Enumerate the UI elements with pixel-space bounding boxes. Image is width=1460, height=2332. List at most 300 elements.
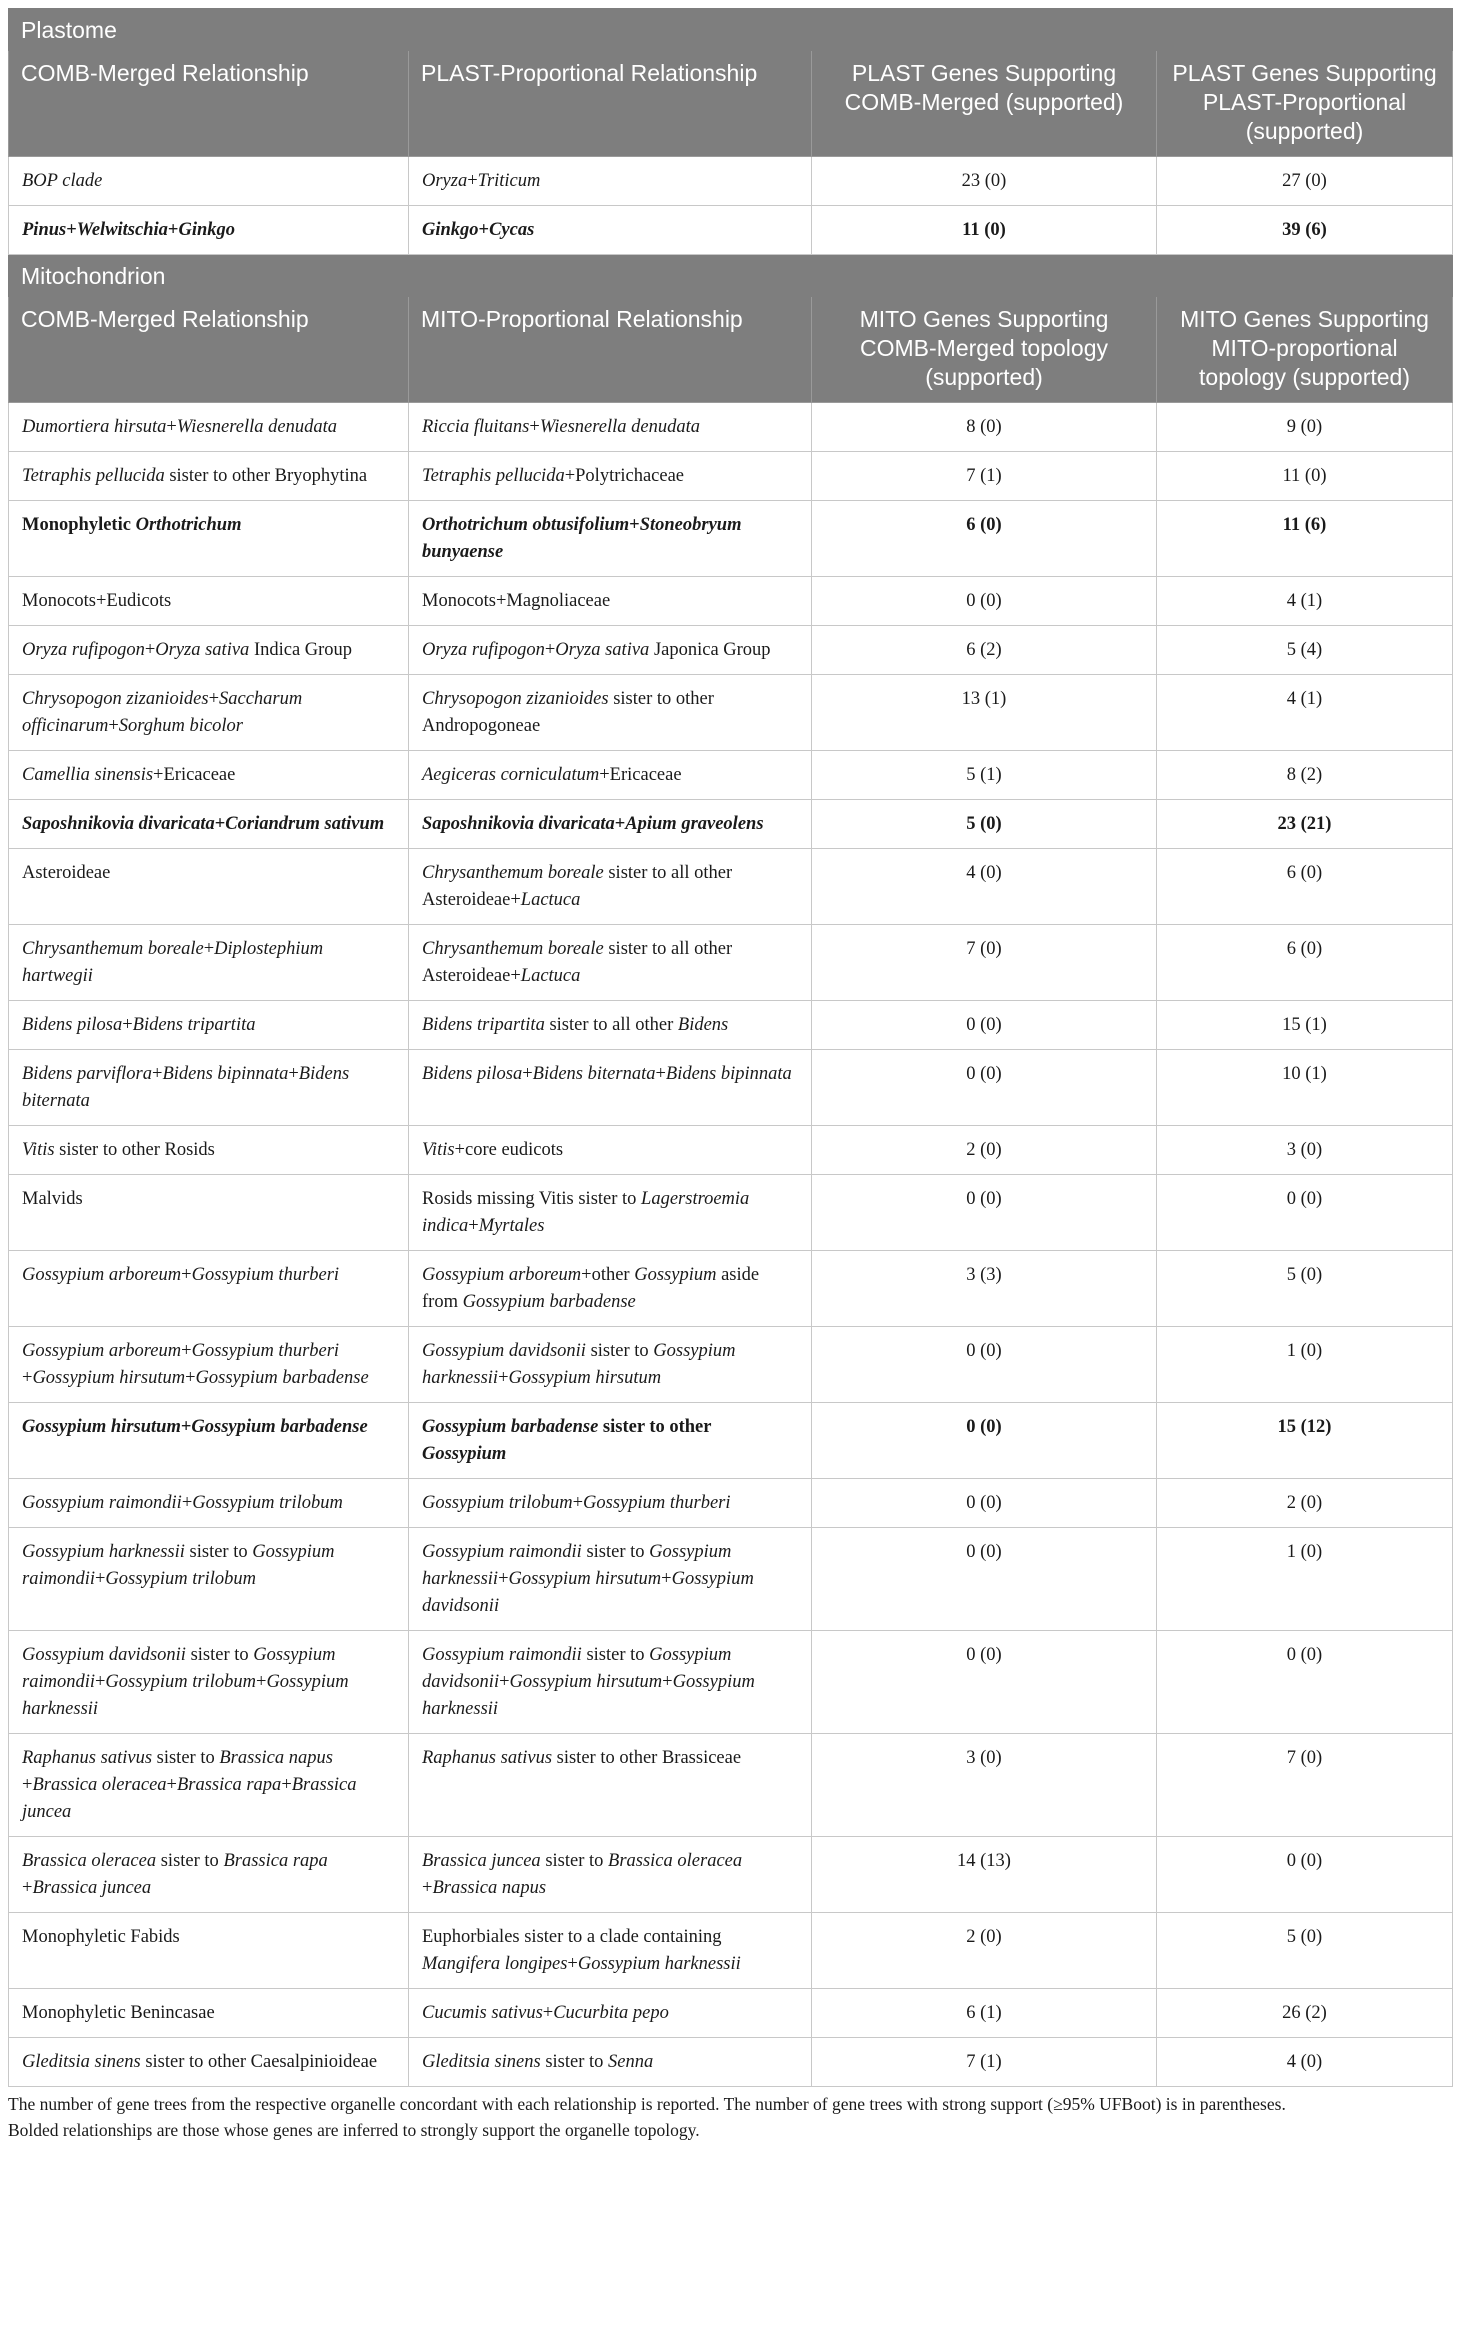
taxon-name: Tetraphis pellucida <box>22 466 165 486</box>
table-row <box>9 800 1453 849</box>
taxon-name: Brassica oleracea <box>32 1775 167 1795</box>
taxon-name: Saccharum officinarum <box>22 689 303 736</box>
genes-supporting-proportional: 8 (2) <box>1157 751 1453 800</box>
table-row <box>9 1631 1453 1734</box>
taxon-name: Bidens pilosa <box>422 1064 523 1084</box>
proportional-relationship <box>409 1989 812 2038</box>
proportional-relationship <box>409 925 812 1001</box>
genes-supporting-proportional: 39 (6) <box>1157 206 1453 255</box>
taxon-name: Gossypium arboreum <box>22 1265 182 1285</box>
relationship-text: + <box>152 1064 163 1084</box>
taxon-name: Gossypium harknessii <box>422 1672 755 1719</box>
taxon-name: Bidens pilosa <box>22 1015 123 1035</box>
comb-merged-relationship <box>9 1989 409 2038</box>
taxon-name: Gossypium arboreum <box>22 1341 182 1361</box>
taxon-name: Senna <box>608 2052 654 2072</box>
taxon-name: Triticum <box>477 171 541 191</box>
relationship-text: sister to <box>540 2052 609 2072</box>
taxon-name: Gossypium barbadense <box>195 1368 369 1388</box>
table-row <box>9 1403 1453 1479</box>
genes-supporting-comb: 8 (0) <box>812 403 1157 452</box>
genes-supporting-comb: 3 (0) <box>812 1734 1157 1837</box>
proportional-relationship <box>409 1913 812 1989</box>
relationship-text: + <box>214 814 226 834</box>
relationship-text: + <box>655 1064 666 1084</box>
relationship-text: + <box>567 1954 578 1974</box>
relationship-text: + <box>542 2003 554 2023</box>
genes-supporting-comb: 14 (13) <box>812 1837 1157 1913</box>
taxon-name: Brassica rapa <box>223 1851 328 1871</box>
taxon-name: Gossypium davidsonii <box>22 1645 186 1665</box>
comb-merged-relationship <box>9 1050 409 1126</box>
taxon-name: Bidens bipinnata <box>665 1064 792 1084</box>
table-row <box>9 1126 1453 1175</box>
relationship-text: sister to <box>540 1851 609 1871</box>
taxon-name: Gossypium hirsutum <box>508 1368 662 1388</box>
mitochondrion-header-row <box>9 297 1453 403</box>
header-mito-proportional: MITO-Proportional Relationship <box>409 297 812 403</box>
taxon-name: Coriandrum sativum <box>225 814 385 834</box>
taxon-name: Bidens biternata <box>22 1064 350 1111</box>
genes-supporting-proportional: 4 (1) <box>1157 675 1453 751</box>
relationship-text: sister to other Brassiceae <box>552 1748 742 1768</box>
relationship-text: +Ericaceae <box>599 765 682 785</box>
taxon-name: Oryza sativa <box>555 640 650 660</box>
proportional-relationship <box>409 206 812 255</box>
genes-supporting-proportional: 5 (0) <box>1157 1251 1453 1327</box>
taxon-name: Brassica juncea <box>32 1878 152 1898</box>
table-row <box>9 1913 1453 1989</box>
taxon-name: Bidens biternata <box>532 1064 656 1084</box>
taxon-name: Sorghum bicolor <box>118 716 243 736</box>
genes-supporting-proportional: 6 (0) <box>1157 925 1453 1001</box>
taxon-name: Gossypium arboreum <box>422 1265 582 1285</box>
taxon-name: Raphanus sativus <box>22 1748 153 1768</box>
relationship-text: sister to <box>585 1341 654 1361</box>
taxon-name: Lactuca <box>520 966 581 986</box>
table-row <box>9 751 1453 800</box>
table-row <box>9 849 1453 925</box>
taxon-name: BOP clade <box>22 171 103 191</box>
taxon-name: Brassica napus <box>432 1878 547 1898</box>
taxon-name: Oryza <box>422 171 468 191</box>
taxon-name: Gossypium davidsonii <box>422 1645 732 1692</box>
relationship-text: + <box>629 515 640 535</box>
relationship-text: + <box>208 689 219 709</box>
proportional-relationship <box>409 577 812 626</box>
comb-merged-relationship <box>9 1403 409 1479</box>
genes-supporting-comb: 7 (0) <box>812 925 1157 1001</box>
genes-supporting-proportional: 6 (0) <box>1157 849 1453 925</box>
comb-merged-relationship <box>9 626 409 675</box>
relationship-text: sister to other Rosids <box>54 1140 215 1160</box>
relationship-text: + <box>180 1417 192 1437</box>
proportional-relationship <box>409 1327 812 1403</box>
relationship-text: Monophyletic <box>22 515 136 535</box>
comb-merged-relationship <box>9 1175 409 1251</box>
relationship-text: + <box>478 220 490 240</box>
comb-merged-relationship <box>9 800 409 849</box>
proportional-relationship <box>409 1734 812 1837</box>
table-row <box>9 1050 1453 1126</box>
relationship-text: + <box>108 716 119 736</box>
comb-merged-relationship <box>9 452 409 501</box>
relationship-text: + <box>662 1672 673 1692</box>
relationship-text: + <box>468 1216 479 1236</box>
relationship-text: + <box>522 1064 533 1084</box>
taxon-name: Gossypium hirsutum <box>508 1569 662 1589</box>
relationship-text: + <box>122 1015 133 1035</box>
taxon-name: Gossypium thurberi <box>191 1341 340 1361</box>
taxon-name: Ginkgo <box>178 220 235 240</box>
genes-supporting-comb: 6 (1) <box>812 1989 1157 2038</box>
genes-supporting-comb: 5 (1) <box>812 751 1157 800</box>
genes-supporting-proportional: 1 (0) <box>1157 1528 1453 1631</box>
taxon-name: Gossypium barbadense <box>462 1292 636 1312</box>
taxon-name: Chrysopogon zizanioides <box>422 689 609 709</box>
taxon-name: Welwitschia <box>76 220 168 240</box>
taxon-name: Gossypium raimondii <box>22 1542 335 1589</box>
taxon-name: Gossypium davidsonii <box>422 1569 754 1616</box>
genes-supporting-comb: 11 (0) <box>812 206 1157 255</box>
comb-merged-relationship <box>9 1837 409 1913</box>
relationship-text: Monophyletic Benincasae <box>22 2003 215 2023</box>
genes-supporting-comb: 0 (0) <box>812 1479 1157 1528</box>
taxon-name: Oryza rufipogon <box>422 640 545 660</box>
genes-supporting-comb: 23 (0) <box>812 157 1157 206</box>
relationship-text: + <box>181 1341 192 1361</box>
relationship-text: sister to other Andropogoneae <box>422 689 714 736</box>
relationship-text: +other <box>581 1265 635 1285</box>
relationship-text: + <box>422 1878 433 1898</box>
relationship-text: + <box>185 1368 196 1388</box>
relationship-text: + <box>181 1493 193 1513</box>
genes-supporting-comb: 3 (3) <box>812 1251 1157 1327</box>
taxon-name: Stoneobryum bunyaense <box>422 515 742 562</box>
plastome-section <box>9 9 1453 255</box>
relationship-text: sister to all other <box>544 1015 678 1035</box>
genes-supporting-proportional: 0 (0) <box>1157 1837 1453 1913</box>
genes-supporting-comb: 2 (0) <box>812 1913 1157 1989</box>
proportional-relationship <box>409 800 812 849</box>
relationship-text: + <box>661 1569 672 1589</box>
taxon-name: Wiesnerella denudata <box>539 417 700 437</box>
header-comb-merged: COMB-Merged Relationship <box>9 297 409 403</box>
taxon-name: Ginkgo <box>422 220 479 240</box>
relationship-text: sister to <box>185 1645 254 1665</box>
taxon-name: Chrysanthemum boreale <box>22 939 204 959</box>
genes-supporting-proportional: 23 (21) <box>1157 800 1453 849</box>
taxon-name: Brassica juncea <box>22 1775 357 1822</box>
table-row <box>9 925 1453 1001</box>
relationship-text: + <box>499 1672 510 1692</box>
taxon-name: Brassica rapa <box>176 1775 282 1795</box>
taxon-name: Brassica oleracea <box>22 1851 157 1871</box>
taxon-name: Gossypium harknessii <box>22 1542 185 1562</box>
relationship-text: + <box>166 417 177 437</box>
taxon-name: Saposhnikovia divaricata <box>22 814 215 834</box>
relationship-text: + <box>288 1064 299 1084</box>
taxon-name: Lagerstroemia indica <box>422 1189 750 1236</box>
genes-supporting-proportional: 10 (1) <box>1157 1050 1453 1126</box>
section-title-row <box>9 9 1453 51</box>
proportional-relationship <box>409 675 812 751</box>
genes-supporting-proportional: 0 (0) <box>1157 1175 1453 1251</box>
plastome-title: Plastome <box>9 9 1453 51</box>
taxon-name: Gossypium hirsutum <box>32 1368 186 1388</box>
header-plast-genes-prop: PLAST Genes Supporting PLAST-Proportional (supported) <box>1157 51 1453 157</box>
table-row <box>9 1175 1453 1251</box>
genes-supporting-comb: 0 (0) <box>812 1403 1157 1479</box>
comb-merged-relationship <box>9 1734 409 1837</box>
relationship-text: +core eudicots <box>454 1140 564 1160</box>
relationship-text: + <box>22 1775 33 1795</box>
relationship-text: sister to all other Asteroideae+ <box>422 863 733 910</box>
comb-merged-relationship <box>9 2038 409 2087</box>
genes-supporting-proportional: 2 (0) <box>1157 1479 1453 1528</box>
taxon-name: Tetraphis pellucida <box>422 466 565 486</box>
comb-merged-relationship <box>9 157 409 206</box>
taxon-name: Chrysanthemum boreale <box>422 939 604 959</box>
proportional-relationship <box>409 1479 812 1528</box>
comb-merged-relationship <box>9 1001 409 1050</box>
proportional-relationship <box>409 626 812 675</box>
taxon-name: Gossypium barbadense <box>422 1417 599 1437</box>
proportional-relationship <box>409 1837 812 1913</box>
comb-merged-relationship <box>9 206 409 255</box>
taxon-name: Bidens tripartita <box>422 1015 545 1035</box>
relationship-text: + <box>22 1878 33 1898</box>
relationship-text: + <box>256 1672 267 1692</box>
taxon-name: Vitis <box>22 1140 55 1160</box>
proportional-relationship <box>409 1403 812 1479</box>
genes-supporting-proportional: 15 (1) <box>1157 1001 1453 1050</box>
genes-supporting-comb: 6 (0) <box>812 501 1157 577</box>
comb-merged-relationship <box>9 1631 409 1734</box>
comb-merged-relationship <box>9 1913 409 1989</box>
relationship-text: Indica Group <box>249 640 353 660</box>
table-row <box>9 1989 1453 2038</box>
genes-supporting-comb: 7 (1) <box>812 452 1157 501</box>
relationship-text: + <box>181 1265 192 1285</box>
table-row <box>9 1734 1453 1837</box>
taxon-name: Gossypium <box>634 1265 717 1285</box>
taxon-name: Gossypium davidsonii <box>422 1341 586 1361</box>
comb-merged-relationship <box>9 849 409 925</box>
taxon-name: Gossypium barbadense <box>191 1417 368 1437</box>
proportional-relationship <box>409 1631 812 1734</box>
section-title-row <box>9 255 1453 297</box>
relationship-text: sister to other <box>598 1417 712 1437</box>
genes-supporting-proportional: 4 (1) <box>1157 577 1453 626</box>
relationship-text: + <box>22 1368 33 1388</box>
relationship-text: + <box>498 1569 509 1589</box>
taxon-name: Brassica oleracea <box>608 1851 743 1871</box>
table-row <box>9 206 1453 255</box>
relationship-text: + <box>544 640 556 660</box>
relationship-text: + <box>66 220 77 240</box>
taxon-name: Raphanus sativus <box>422 1748 553 1768</box>
taxon-name: Gossypium trilobum <box>105 1672 256 1692</box>
proportional-relationship <box>409 403 812 452</box>
table-row <box>9 452 1453 501</box>
comb-merged-relationship <box>9 751 409 800</box>
genes-supporting-comb: 0 (0) <box>812 1631 1157 1734</box>
taxon-name: Bidens bipinnata <box>162 1064 289 1084</box>
taxon-name: Apium graveolens <box>625 814 764 834</box>
taxon-name: Gleditsia sinens <box>22 2052 141 2072</box>
taxon-name: Aegiceras corniculatum <box>422 765 600 785</box>
table-row <box>9 1251 1453 1327</box>
taxon-name: Gleditsia sinens <box>422 2052 541 2072</box>
taxon-name: Saposhnikovia divaricata <box>422 814 615 834</box>
taxon-name: Diplostephium hartwegii <box>22 939 324 986</box>
proportional-relationship <box>409 751 812 800</box>
table-footnote <box>8 2091 1452 2143</box>
taxon-name: Cycas <box>489 220 535 240</box>
taxon-name: Gossypium trilobum <box>192 1493 343 1513</box>
comb-merged-relationship <box>9 577 409 626</box>
taxon-name: Gossypium harknessii <box>577 1954 741 1974</box>
taxon-name: Gossypium hirsutum <box>22 1417 181 1437</box>
relationship-text: + <box>572 1493 584 1513</box>
table-row <box>9 1479 1453 1528</box>
relationship-text: sister to other Bryophytina <box>164 466 368 486</box>
taxon-name: Cucumis sativus <box>422 2003 543 2023</box>
genes-supporting-proportional: 9 (0) <box>1157 403 1453 452</box>
genes-supporting-comb: 2 (0) <box>812 1126 1157 1175</box>
comb-merged-relationship <box>9 925 409 1001</box>
relationship-text: Monophyletic Fabids <box>22 1927 180 1947</box>
header-mito-genes-prop: MITO Genes Supporting MITO-proportional topology (supported) <box>1157 297 1453 403</box>
results-table-container <box>8 8 1452 2143</box>
proportional-relationship <box>409 1251 812 1327</box>
relationship-text: + <box>467 171 478 191</box>
genes-supporting-proportional: 11 (0) <box>1157 452 1453 501</box>
genes-supporting-comb: 0 (0) <box>812 1175 1157 1251</box>
table-row <box>9 157 1453 206</box>
relationship-text: Asteroideae <box>22 863 111 883</box>
table-row <box>9 626 1453 675</box>
taxon-name: Orthotrichum obtusifolium <box>422 515 630 535</box>
header-plast-proportional: PLAST-Proportional Relationship <box>409 51 812 157</box>
plastome-header-row <box>9 51 1453 157</box>
taxon-name: Riccia fluitans <box>422 417 530 437</box>
relationship-text: + <box>144 640 156 660</box>
genes-supporting-proportional: 7 (0) <box>1157 1734 1453 1837</box>
comb-merged-relationship <box>9 675 409 751</box>
taxon-name: Gossypium harknessii <box>422 1542 732 1589</box>
table-row <box>9 2038 1453 2087</box>
genes-supporting-proportional: 11 (6) <box>1157 501 1453 577</box>
relationship-text: + <box>529 417 540 437</box>
genes-supporting-proportional: 26 (2) <box>1157 1989 1453 2038</box>
taxon-name: Orthotrichum <box>135 515 242 535</box>
taxon-name: Lactuca <box>520 890 581 910</box>
taxon-name: Brassica juncea <box>422 1851 541 1871</box>
comb-merged-relationship <box>9 1528 409 1631</box>
relationship-text: Malvids <box>22 1189 83 1209</box>
genes-supporting-comb: 0 (0) <box>812 1050 1157 1126</box>
taxon-name: Gossypium harknessii <box>422 1341 736 1388</box>
genes-supporting-proportional: 0 (0) <box>1157 1631 1453 1734</box>
taxon-name: Oryza sativa <box>155 640 250 660</box>
taxon-name: Cucurbita pepo <box>553 2003 669 2023</box>
proportional-relationship <box>409 452 812 501</box>
table-row <box>9 1001 1453 1050</box>
footnote-line-2: Bolded relationships are those whose genes are inferred to strongly support the organelle topology. <box>8 2120 700 2140</box>
taxon-name: Gossypium trilobum <box>105 1569 256 1589</box>
relationship-text: + <box>281 1775 292 1795</box>
taxon-name: Oryza rufipogon <box>22 640 145 660</box>
relationship-text: + <box>498 1368 509 1388</box>
genes-supporting-proportional: 1 (0) <box>1157 1327 1453 1403</box>
relationship-text: + <box>203 939 215 959</box>
taxon-name: Pinus <box>22 220 67 240</box>
taxon-name: Bidens <box>677 1015 729 1035</box>
genes-supporting-proportional: 5 (4) <box>1157 626 1453 675</box>
table-row <box>9 501 1453 577</box>
proportional-relationship <box>409 157 812 206</box>
relationship-text: sister to <box>152 1748 220 1768</box>
relationship-text: Rosids missing Vitis sister to <box>422 1189 642 1209</box>
relationship-text: sister to <box>156 1851 224 1871</box>
proportional-relationship <box>409 1126 812 1175</box>
genes-supporting-proportional: 3 (0) <box>1157 1126 1453 1175</box>
relationship-text: + <box>94 1569 106 1589</box>
footnote-line-1: The number of gene trees from the respective organelle concordant with each relationship is reported. The number of gene trees with strong support (≥95% UFBoot) is in parentheses. <box>8 2094 1286 2114</box>
taxon-name: Wiesnerella denudata <box>176 417 337 437</box>
table-row <box>9 577 1453 626</box>
table-row <box>9 1837 1453 1913</box>
taxon-name: Gossypium trilobum <box>422 1493 573 1513</box>
genes-supporting-proportional: 5 (0) <box>1157 1913 1453 1989</box>
taxon-name: Dumortiera hirsuta <box>22 417 167 437</box>
table-row <box>9 1528 1453 1631</box>
relationship-text: + <box>94 1672 106 1692</box>
gene-support-table <box>8 8 1453 2087</box>
mitochondrion-title: Mitochondrion <box>9 255 1453 297</box>
taxon-name: Gossypium thurberi <box>583 1493 731 1513</box>
comb-merged-relationship <box>9 1251 409 1327</box>
proportional-relationship <box>409 501 812 577</box>
genes-supporting-proportional: 27 (0) <box>1157 157 1453 206</box>
comb-merged-relationship <box>9 1479 409 1528</box>
genes-supporting-comb: 0 (0) <box>812 1001 1157 1050</box>
taxon-name: Gossypium raimondii <box>422 1645 582 1665</box>
taxon-name: Gossypium thurberi <box>191 1265 340 1285</box>
table-row <box>9 403 1453 452</box>
relationship-text: +Ericaceae <box>153 765 236 785</box>
proportional-relationship <box>409 1175 812 1251</box>
mitochondrion-section <box>9 255 1453 2087</box>
genes-supporting-comb: 5 (0) <box>812 800 1157 849</box>
taxon-name: Gossypium hirsutum <box>509 1672 663 1692</box>
taxon-name: Bidens parviflora <box>22 1064 153 1084</box>
taxon-name: Gossypium raimondii <box>22 1645 336 1692</box>
taxon-name: Chrysanthemum boreale <box>422 863 604 883</box>
taxon-name: Chrysopogon zizanioides <box>22 689 209 709</box>
taxon-name: Gossypium <box>422 1444 507 1464</box>
comb-merged-relationship <box>9 1126 409 1175</box>
genes-supporting-comb: 6 (2) <box>812 626 1157 675</box>
proportional-relationship <box>409 1528 812 1631</box>
taxon-name: Bidens tripartita <box>132 1015 256 1035</box>
relationship-text: + <box>614 814 626 834</box>
genes-supporting-comb: 0 (0) <box>812 577 1157 626</box>
genes-supporting-comb: 4 (0) <box>812 849 1157 925</box>
proportional-relationship <box>409 849 812 925</box>
